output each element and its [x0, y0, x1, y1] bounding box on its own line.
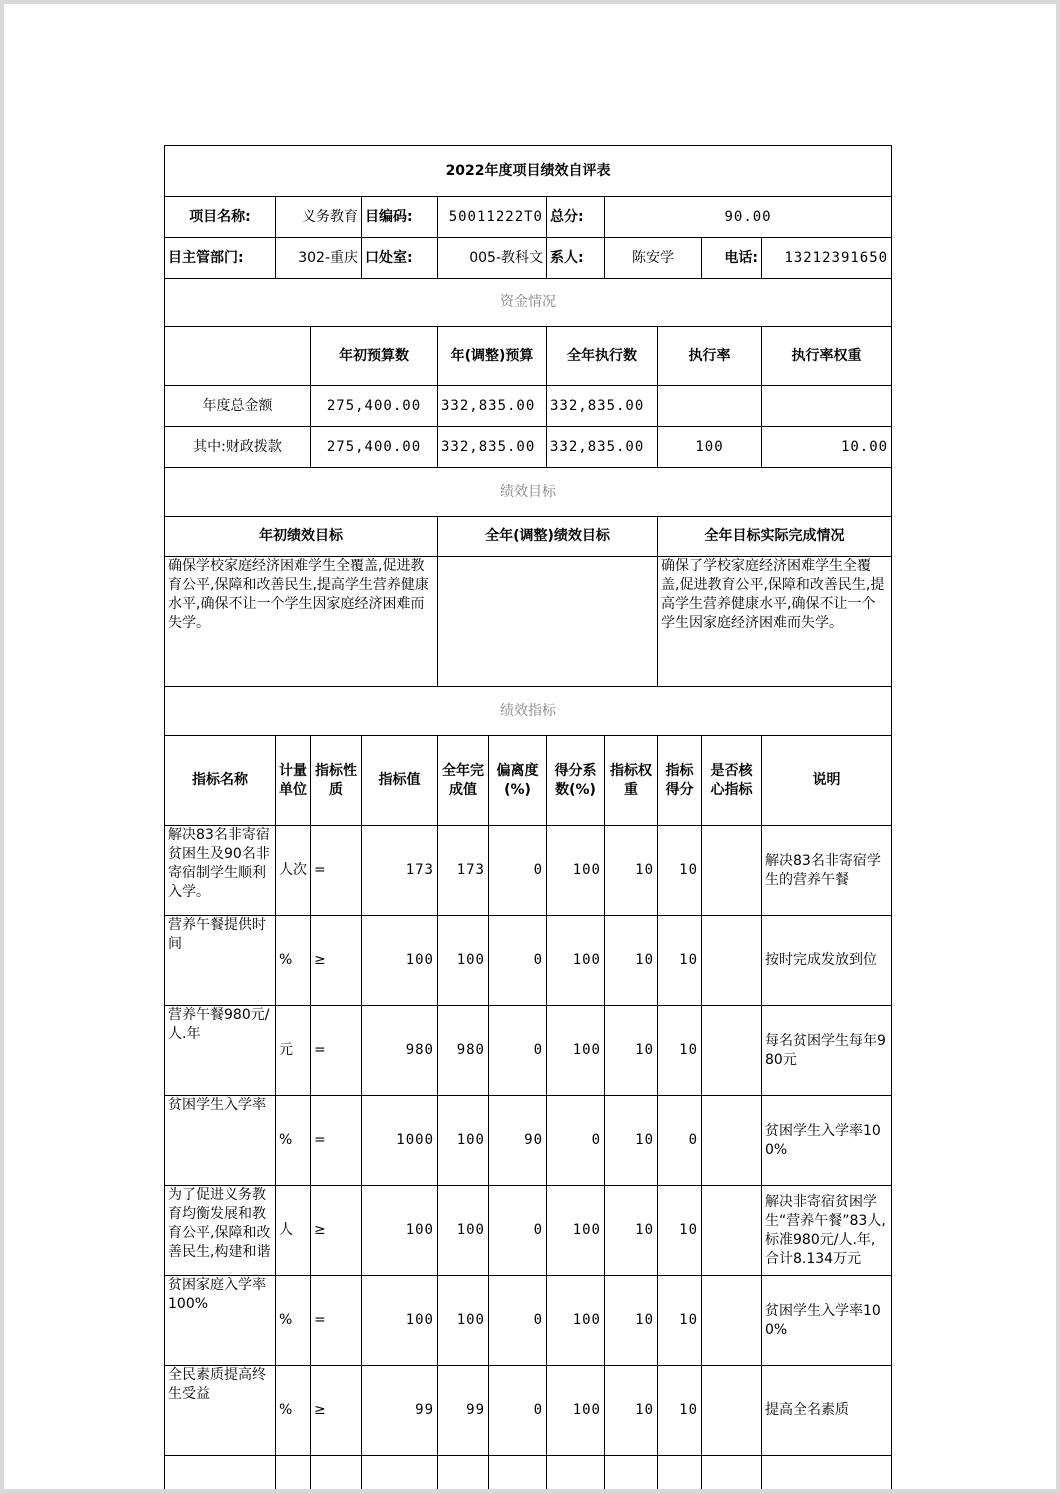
ind-header-deviation: 偏离度(%): [489, 736, 547, 826]
ind-coef: 100: [547, 916, 605, 1006]
empty-cell: [362, 1456, 438, 1490]
ind-core: [702, 1096, 762, 1186]
document-page: [4, 4, 1056, 1489]
funds-header-rate: 执行率: [658, 327, 762, 386]
project-code-value: 50011222T0: [438, 197, 547, 238]
ind-nature: ≥: [311, 1366, 362, 1456]
ind-core: [702, 1186, 762, 1276]
table-row: [165, 916, 892, 1006]
ind-note: [762, 1186, 892, 1276]
ind-unit: %: [276, 1096, 311, 1186]
ind-score: 0: [658, 1096, 702, 1186]
ind-nature: ≥: [311, 1186, 362, 1276]
ind-deviation: 0: [489, 826, 547, 916]
ind-name-text: 解决83名非寄宿贫困生及90名非寄宿制学生顺利入学。: [168, 827, 270, 900]
ind-unit: %: [276, 1366, 311, 1456]
ind-target: 1000: [362, 1096, 438, 1186]
ind-note-text: 提高全名素质: [765, 1402, 849, 1418]
goals-section-title: 绩效目标: [165, 468, 892, 517]
total-score-label: 总分:: [547, 197, 605, 238]
ind-name-text: 营养午餐980元/人.年: [168, 1007, 270, 1042]
ind-name: [165, 1366, 276, 1456]
funds-header-initial: 年初预算数: [311, 327, 438, 386]
funds-row-fiscal-adjusted: 332,835.00: [438, 427, 547, 468]
ind-name: [165, 1006, 276, 1096]
goals-header-actual: 全年目标实际完成情况: [658, 517, 892, 557]
goals-actual-text: 确保了学校家庭经济困难学生全覆盖,促进教育公平,保障和改善民生,提高学生营养健康水平,确保不让一个学生因家庭经济困难而失学。: [658, 557, 892, 687]
empty-cell: [276, 1456, 311, 1490]
ind-header-unit: 计量单位: [276, 736, 311, 826]
indicators-section-title: 绩效指标: [165, 687, 892, 736]
ind-actual: 100: [438, 1096, 489, 1186]
funds-row-total-label: 年度总金额: [165, 386, 311, 427]
ind-note: [762, 916, 892, 1006]
ind-name: [165, 1096, 276, 1186]
ind-coef: 100: [547, 1366, 605, 1456]
ind-target: 100: [362, 916, 438, 1006]
table-row: [165, 1096, 892, 1186]
office-label: 口处室:: [362, 238, 438, 279]
ind-target: 100: [362, 1186, 438, 1276]
ind-target: 99: [362, 1366, 438, 1456]
ind-deviation: 0: [489, 1186, 547, 1276]
ind-actual: 100: [438, 916, 489, 1006]
ind-name-text: 全民素质提高终生受益: [168, 1367, 266, 1402]
empty-cell: [311, 1456, 362, 1490]
ind-core: [702, 1276, 762, 1366]
ind-note: [762, 1006, 892, 1096]
performance-table: [164, 145, 892, 1489]
ind-weight: 10: [605, 1186, 658, 1276]
ind-note: [762, 1096, 892, 1186]
funds-row-fiscal-label: 其中:财政拨款: [165, 427, 311, 468]
ind-nature: =: [311, 1006, 362, 1096]
goals-adjusted-text: [438, 557, 658, 687]
ind-coef: 100: [547, 1276, 605, 1366]
ind-note-text: 贫困学生入学率100%: [765, 1122, 881, 1158]
ind-target: 980: [362, 1006, 438, 1096]
ind-actual: 100: [438, 1186, 489, 1276]
funds-header-weight: 执行率权重: [762, 327, 892, 386]
funds-row-total-executed: 332,835.00: [547, 386, 658, 427]
ind-note-text: 按时完成发放到位: [765, 952, 877, 968]
ind-note-text: 解决非寄宿贫困学生“营养午餐”83人,标准980元/人.年,合计8.134万元: [765, 1193, 886, 1267]
ind-score: 10: [658, 1276, 702, 1366]
ind-header-target: 指标值: [362, 736, 438, 826]
ind-note-text: 解决83名非寄宿学生的营养午餐: [765, 852, 881, 888]
table-row: [165, 1366, 892, 1456]
empty-cell: [165, 1456, 276, 1490]
ind-core: [702, 1006, 762, 1096]
table-row: [165, 1186, 892, 1276]
page-title: 2022年度项目绩效自评表: [165, 146, 892, 197]
ind-core: [702, 916, 762, 1006]
goals-header-adjusted: 全年(调整)绩效目标: [438, 517, 658, 557]
contact-label: 系人:: [547, 238, 605, 279]
ind-deviation: 90: [489, 1096, 547, 1186]
funds-row-total-rate: [658, 386, 762, 427]
funds-header-blank: [165, 327, 311, 386]
ind-coef: 100: [547, 826, 605, 916]
ind-note-text: 每名贫困学生每年980元: [765, 1032, 886, 1068]
ind-actual: 99: [438, 1366, 489, 1456]
ind-weight: 10: [605, 1276, 658, 1366]
contact-value: 陈安学: [605, 238, 702, 279]
office-value: 005-教科文: [438, 238, 547, 279]
ind-deviation: 0: [489, 916, 547, 1006]
empty-cell: [702, 1456, 762, 1490]
phone-label: 电话:: [702, 238, 762, 279]
ind-note-text: 贫困学生入学率100%: [765, 1302, 881, 1338]
empty-cell: [547, 1456, 605, 1490]
funds-row-total-weight: [762, 386, 892, 427]
ind-weight: 10: [605, 1006, 658, 1096]
ind-nature: =: [311, 1276, 362, 1366]
ind-nature: =: [311, 1096, 362, 1186]
ind-coef: 100: [547, 1186, 605, 1276]
project-code-label: 目编码:: [362, 197, 438, 238]
funds-section-title: 资金情况: [165, 279, 892, 327]
ind-header-score: 指标得分: [658, 736, 702, 826]
indicators-header-row: [165, 736, 892, 826]
ind-header-nature: 指标性质: [311, 736, 362, 826]
ind-name-text: 营养午餐提供时间: [168, 917, 266, 952]
ind-header-note: 说明: [762, 736, 892, 826]
ind-weight: 10: [605, 826, 658, 916]
ind-name: [165, 826, 276, 916]
goals-initial-text: 确保学校家庭经济困难学生全覆盖,促进教育公平,保障和改善民生,提高学生营养健康水平,确保不让一个学生因家庭经济困难而失学。: [165, 557, 438, 687]
ind-header-weight: 指标权重: [605, 736, 658, 826]
dept-label: 目主管部门:: [165, 238, 276, 279]
ind-actual: 980: [438, 1006, 489, 1096]
ind-deviation: 0: [489, 1366, 547, 1456]
ind-weight: 10: [605, 1366, 658, 1456]
funds-row-fiscal-initial: 275,400.00: [311, 427, 438, 468]
funds-row-fiscal-executed: 332,835.00: [547, 427, 658, 468]
funds-header-executed: 全年执行数: [547, 327, 658, 386]
goals-header-initial: 年初绩效目标: [165, 517, 438, 557]
ind-deviation: 0: [489, 1006, 547, 1096]
ind-weight: 10: [605, 1096, 658, 1186]
ind-core: [702, 826, 762, 916]
ind-nature: ≥: [311, 916, 362, 1006]
phone-value: 13212391650: [762, 238, 892, 279]
empty-cell: [658, 1456, 702, 1490]
table-row: [165, 1006, 892, 1096]
empty-cell: [489, 1456, 547, 1490]
ind-score: 10: [658, 1186, 702, 1276]
ind-header-core: 是否核心指标: [702, 736, 762, 826]
ind-deviation: 0: [489, 1276, 547, 1366]
ind-name: [165, 1186, 276, 1276]
ind-unit: 人次: [276, 826, 311, 916]
ind-name-text: 为了促进义务教育均衡发展和教育公平,保障和改善民生,构建和谐: [168, 1187, 271, 1260]
ind-name-text: 贫困家庭入学率100%: [168, 1277, 266, 1312]
empty-cell: [762, 1456, 892, 1490]
ind-coef: 0: [547, 1096, 605, 1186]
ind-target: 100: [362, 1276, 438, 1366]
ind-score: 10: [658, 916, 702, 1006]
ind-score: 10: [658, 1366, 702, 1456]
ind-name-text: 贫困学生入学率: [168, 1097, 266, 1113]
funds-header-adjusted: 年(调整)预算: [438, 327, 547, 386]
project-name-value: 义务教育: [276, 197, 362, 238]
ind-core: [702, 1366, 762, 1456]
ind-note: [762, 826, 892, 916]
ind-unit: %: [276, 916, 311, 1006]
funds-row-total-initial: 275,400.00: [311, 386, 438, 427]
ind-header-coef: 得分系数(%): [547, 736, 605, 826]
ind-header-actual: 全年完成值: [438, 736, 489, 826]
ind-score: 10: [658, 826, 702, 916]
ind-unit: %: [276, 1276, 311, 1366]
ind-actual: 173: [438, 826, 489, 916]
table-row: [165, 1276, 892, 1366]
ind-note: [762, 1366, 892, 1456]
empty-cell: [605, 1456, 658, 1490]
dept-value: 302-重庆: [276, 238, 362, 279]
ind-unit: 人: [276, 1186, 311, 1276]
empty-cell: [438, 1456, 489, 1490]
ind-name: [165, 1276, 276, 1366]
ind-actual: 100: [438, 1276, 489, 1366]
ind-weight: 10: [605, 916, 658, 1006]
project-name-label: 项目名称:: [165, 197, 276, 238]
total-score-value: 90.00: [605, 197, 892, 238]
ind-score: 10: [658, 1006, 702, 1096]
ind-header-name: 指标名称: [165, 736, 276, 826]
ind-note: [762, 1276, 892, 1366]
table-row: [165, 826, 892, 916]
ind-unit: 元: [276, 1006, 311, 1096]
funds-row-total-adjusted: 332,835.00: [438, 386, 547, 427]
ind-coef: 100: [547, 1006, 605, 1096]
ind-target: 173: [362, 826, 438, 916]
funds-row-fiscal-weight: 10.00: [762, 427, 892, 468]
ind-nature: =: [311, 826, 362, 916]
ind-name: [165, 916, 276, 1006]
funds-row-fiscal-rate: 100: [658, 427, 762, 468]
table-row-empty: [165, 1456, 892, 1490]
